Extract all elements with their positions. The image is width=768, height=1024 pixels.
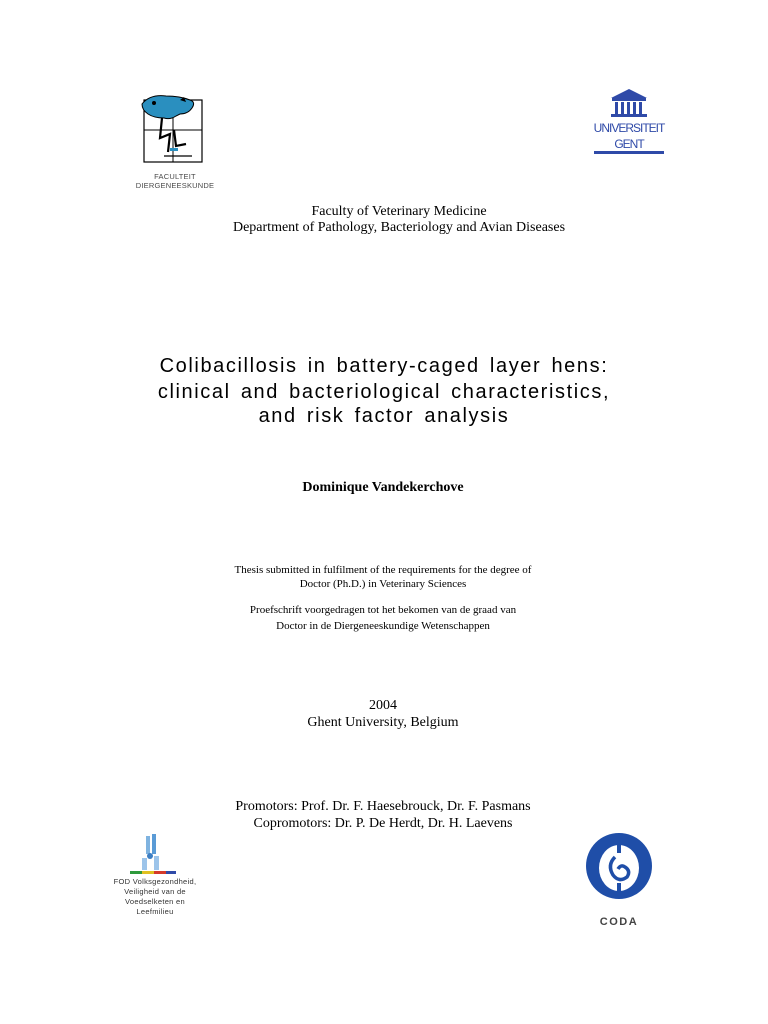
- thesis-statement-nl-line2: Doctor in de Diergeneeskundige Wetenschappen: [276, 620, 490, 632]
- fod-logo-caption: [100, 877, 210, 917]
- faculty-caption-line2: DIERGENEESKUNDE: [135, 181, 215, 190]
- coda-logo-label: CODA: [599, 916, 639, 928]
- faculty-logo-caption: [120, 172, 230, 190]
- university-logo: [592, 88, 666, 158]
- thesis-statement-en-line2: Doctor (Ph.D.) in Veterinary Sciences: [299, 578, 467, 590]
- fod-caption-line3: Voedselketen en: [125, 897, 185, 906]
- fod-logo-icon: [128, 834, 178, 876]
- title-line-1: Colibacillosis in battery-caged layer hens:: [159, 355, 609, 377]
- faculty-name: Faculty of Veterinary Medicine: [311, 204, 487, 219]
- title-line-2: clinical and bacteriological characteristics,: [157, 381, 611, 403]
- university-logo-rule: [594, 151, 664, 154]
- thesis-statement-nl-line1: Proefschrift voorgedragen tot het bekomen van de graad van: [249, 604, 517, 616]
- fod-caption-line2: Veiligheid van de: [124, 887, 186, 896]
- title-line-3: and risk factor analysis: [258, 405, 510, 427]
- faculty-dog-logo-icon: [140, 94, 206, 166]
- university-name-line2: GENT: [614, 137, 644, 151]
- university-name-line1: UNIVERSITEIT: [593, 121, 665, 135]
- promotors: Promotors: Prof. Dr. F. Haesebrouck, Dr. F. Pasmans: [235, 799, 531, 814]
- author-name: Dominique Vandekerchove: [302, 480, 464, 495]
- fod-caption-line4: Leefmilieu: [136, 907, 174, 916]
- publication-institution: Ghent University, Belgium: [307, 715, 459, 730]
- fod-caption-line1: FOD Volksgezondheid,: [113, 877, 197, 886]
- coda-logo-icon: [585, 831, 653, 901]
- faculty-caption-line1: FACULTEIT: [154, 172, 196, 181]
- university-building-icon: [609, 88, 649, 120]
- department-name: Department of Pathology, Bacteriology and Avian Diseases: [232, 220, 566, 235]
- thesis-statement-en-line1: Thesis submitted in fulfilment of the requirements for the degree of: [234, 564, 532, 576]
- publication-year: 2004: [369, 698, 397, 713]
- copromotors: Copromotors: Dr. P. De Herdt, Dr. H. Laevens: [253, 816, 513, 831]
